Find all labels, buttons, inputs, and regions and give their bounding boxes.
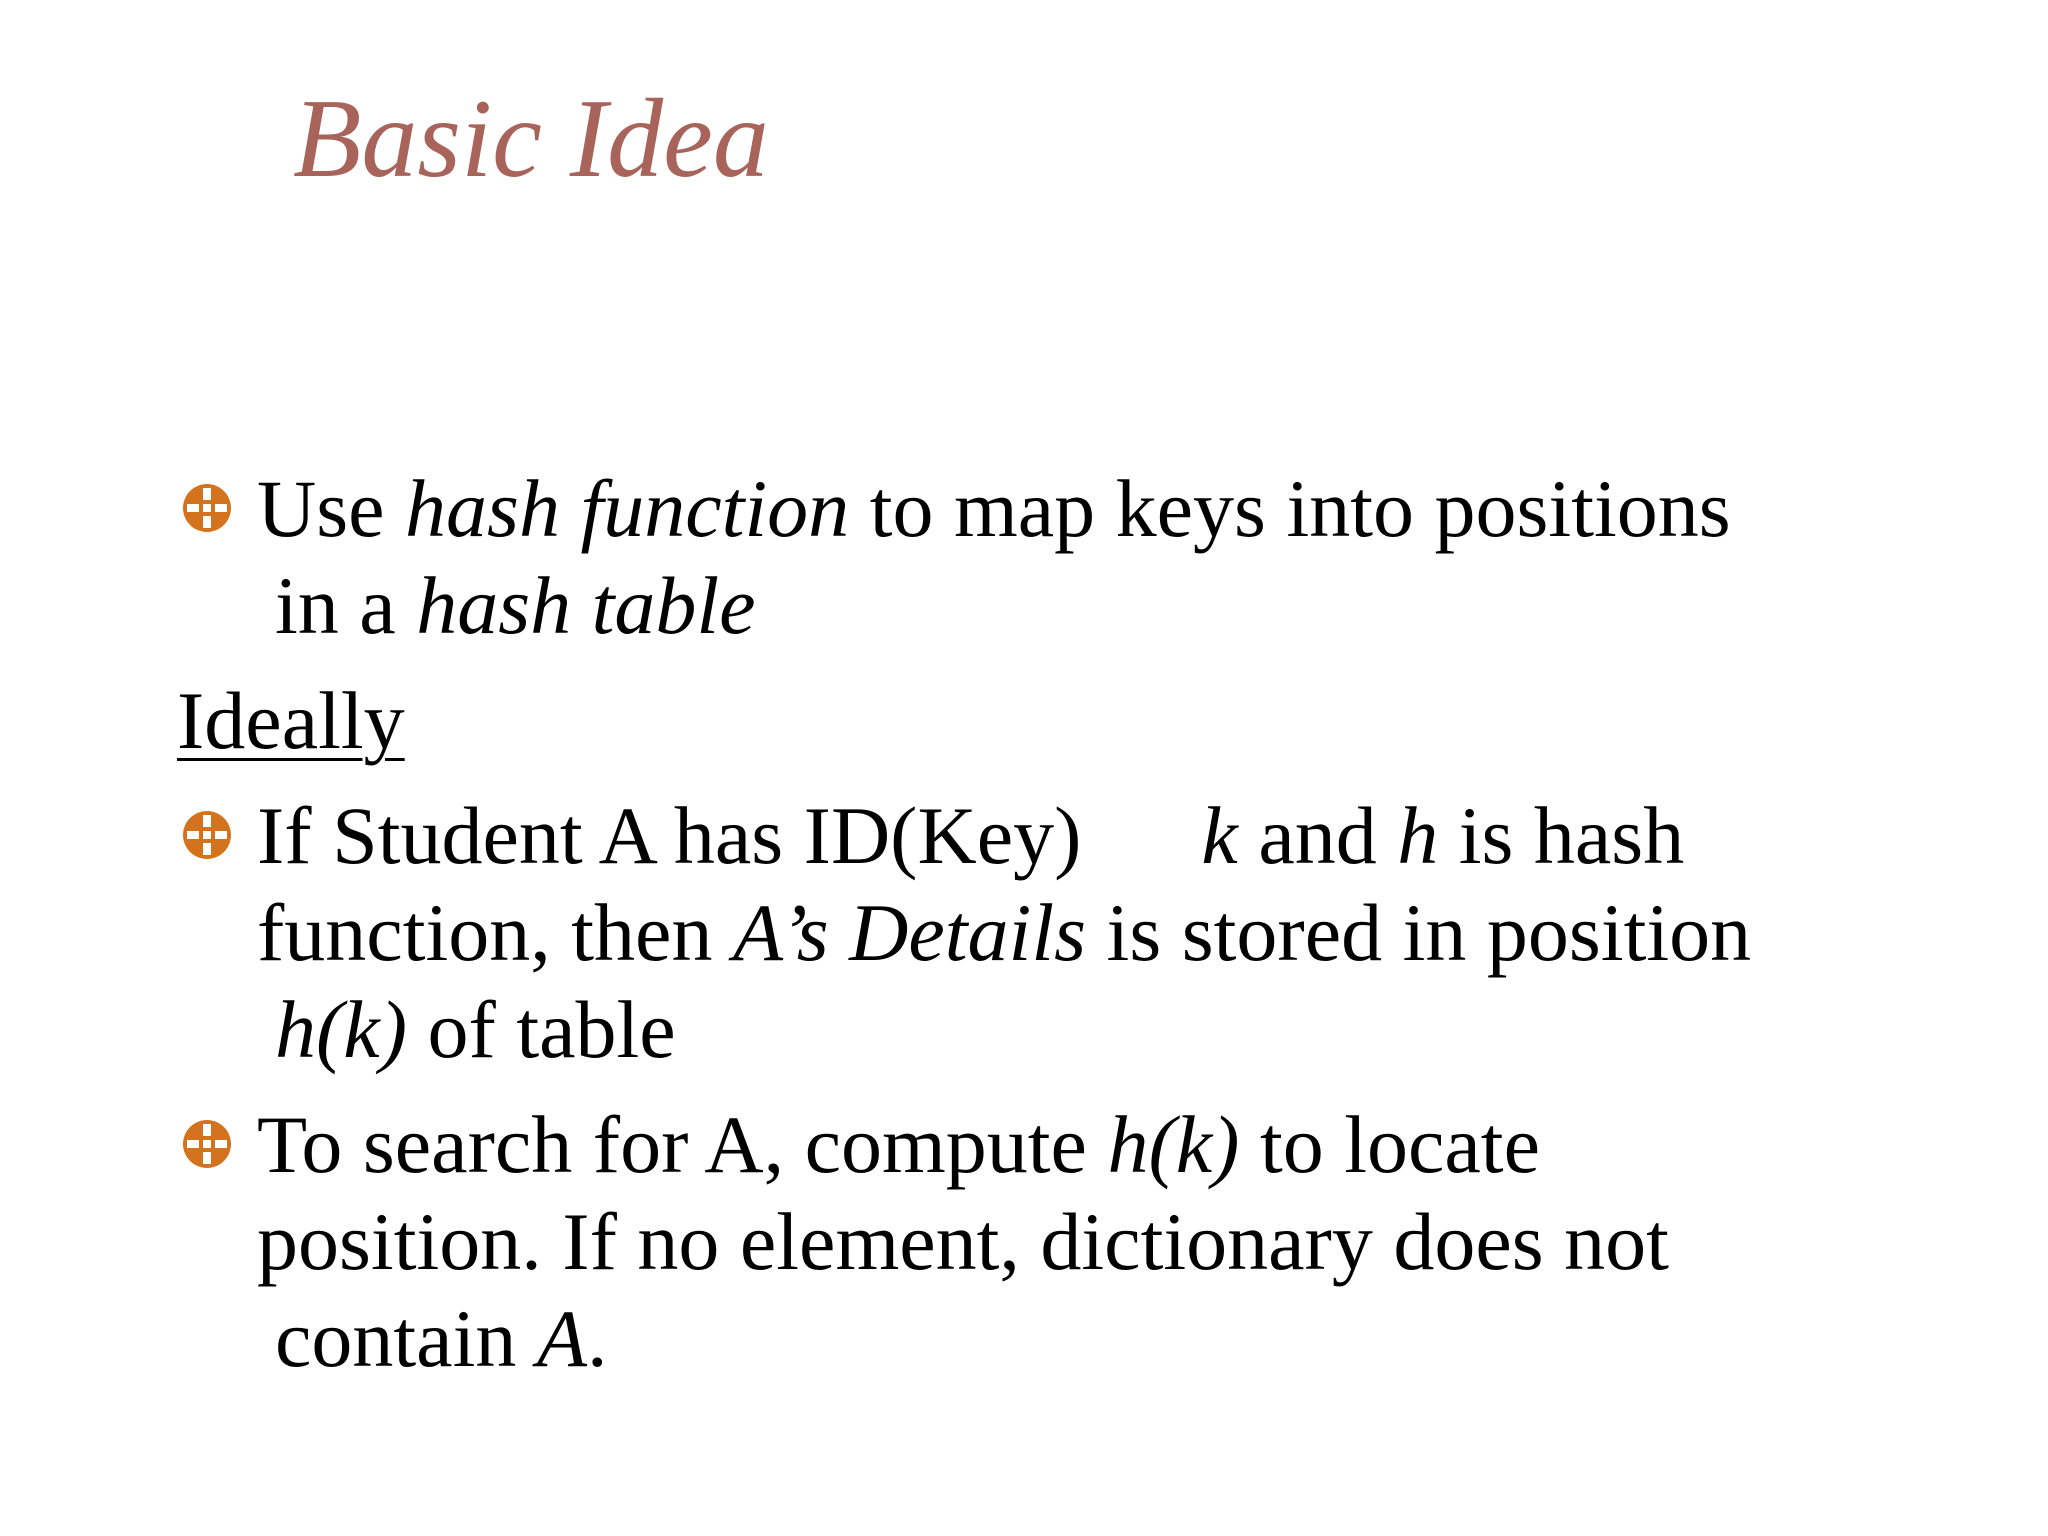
text: of table <box>407 984 676 1075</box>
text: . <box>586 1293 608 1384</box>
text: position. If no element, dictionary does not <box>257 1196 1669 1287</box>
slide-body <box>177 460 1897 1405</box>
bullet-icon <box>181 482 233 534</box>
text-italic: hash table <box>416 560 756 651</box>
ideally-heading: Ideally <box>177 675 405 766</box>
bullet-icon <box>181 1118 233 1170</box>
bullet-item-hash-function <box>177 460 1897 654</box>
bullet-line <box>257 1290 1897 1387</box>
text: Use <box>257 463 406 554</box>
text-italic: A’s Details <box>732 887 1087 978</box>
bullet-line <box>257 981 1897 1078</box>
bullet-line <box>257 787 1897 884</box>
text: and <box>1237 790 1398 881</box>
text-italic: h(k) <box>275 984 408 1075</box>
text: to locate <box>1239 1099 1540 1190</box>
text: is stored in position <box>1086 887 1752 978</box>
bullet-icon <box>181 809 233 861</box>
bullet-line <box>257 1096 1897 1193</box>
bullet-item-student-key <box>177 787 1897 1078</box>
text: contain <box>275 1293 537 1384</box>
text: in a <box>275 560 417 651</box>
bullet-line <box>257 557 1897 654</box>
bullet-line <box>257 460 1897 557</box>
text-italic: A <box>536 1293 587 1384</box>
bullet-line <box>257 884 1897 981</box>
text-italic: k <box>1201 790 1238 881</box>
text: function, then <box>257 887 733 978</box>
text-italic: h(k) <box>1107 1099 1240 1190</box>
text: to map keys into positions <box>849 463 1731 554</box>
bullet-item-search <box>177 1096 1897 1387</box>
text-italic: h <box>1397 790 1439 881</box>
text: If Student A has ID(Key) <box>257 790 1082 881</box>
bullet-line <box>257 1193 1897 1290</box>
slide-title: Basic Idea <box>293 77 769 201</box>
text: To search for A, compute <box>257 1099 1108 1190</box>
text-italic: hash function <box>405 463 850 554</box>
text: is hash <box>1438 790 1685 881</box>
